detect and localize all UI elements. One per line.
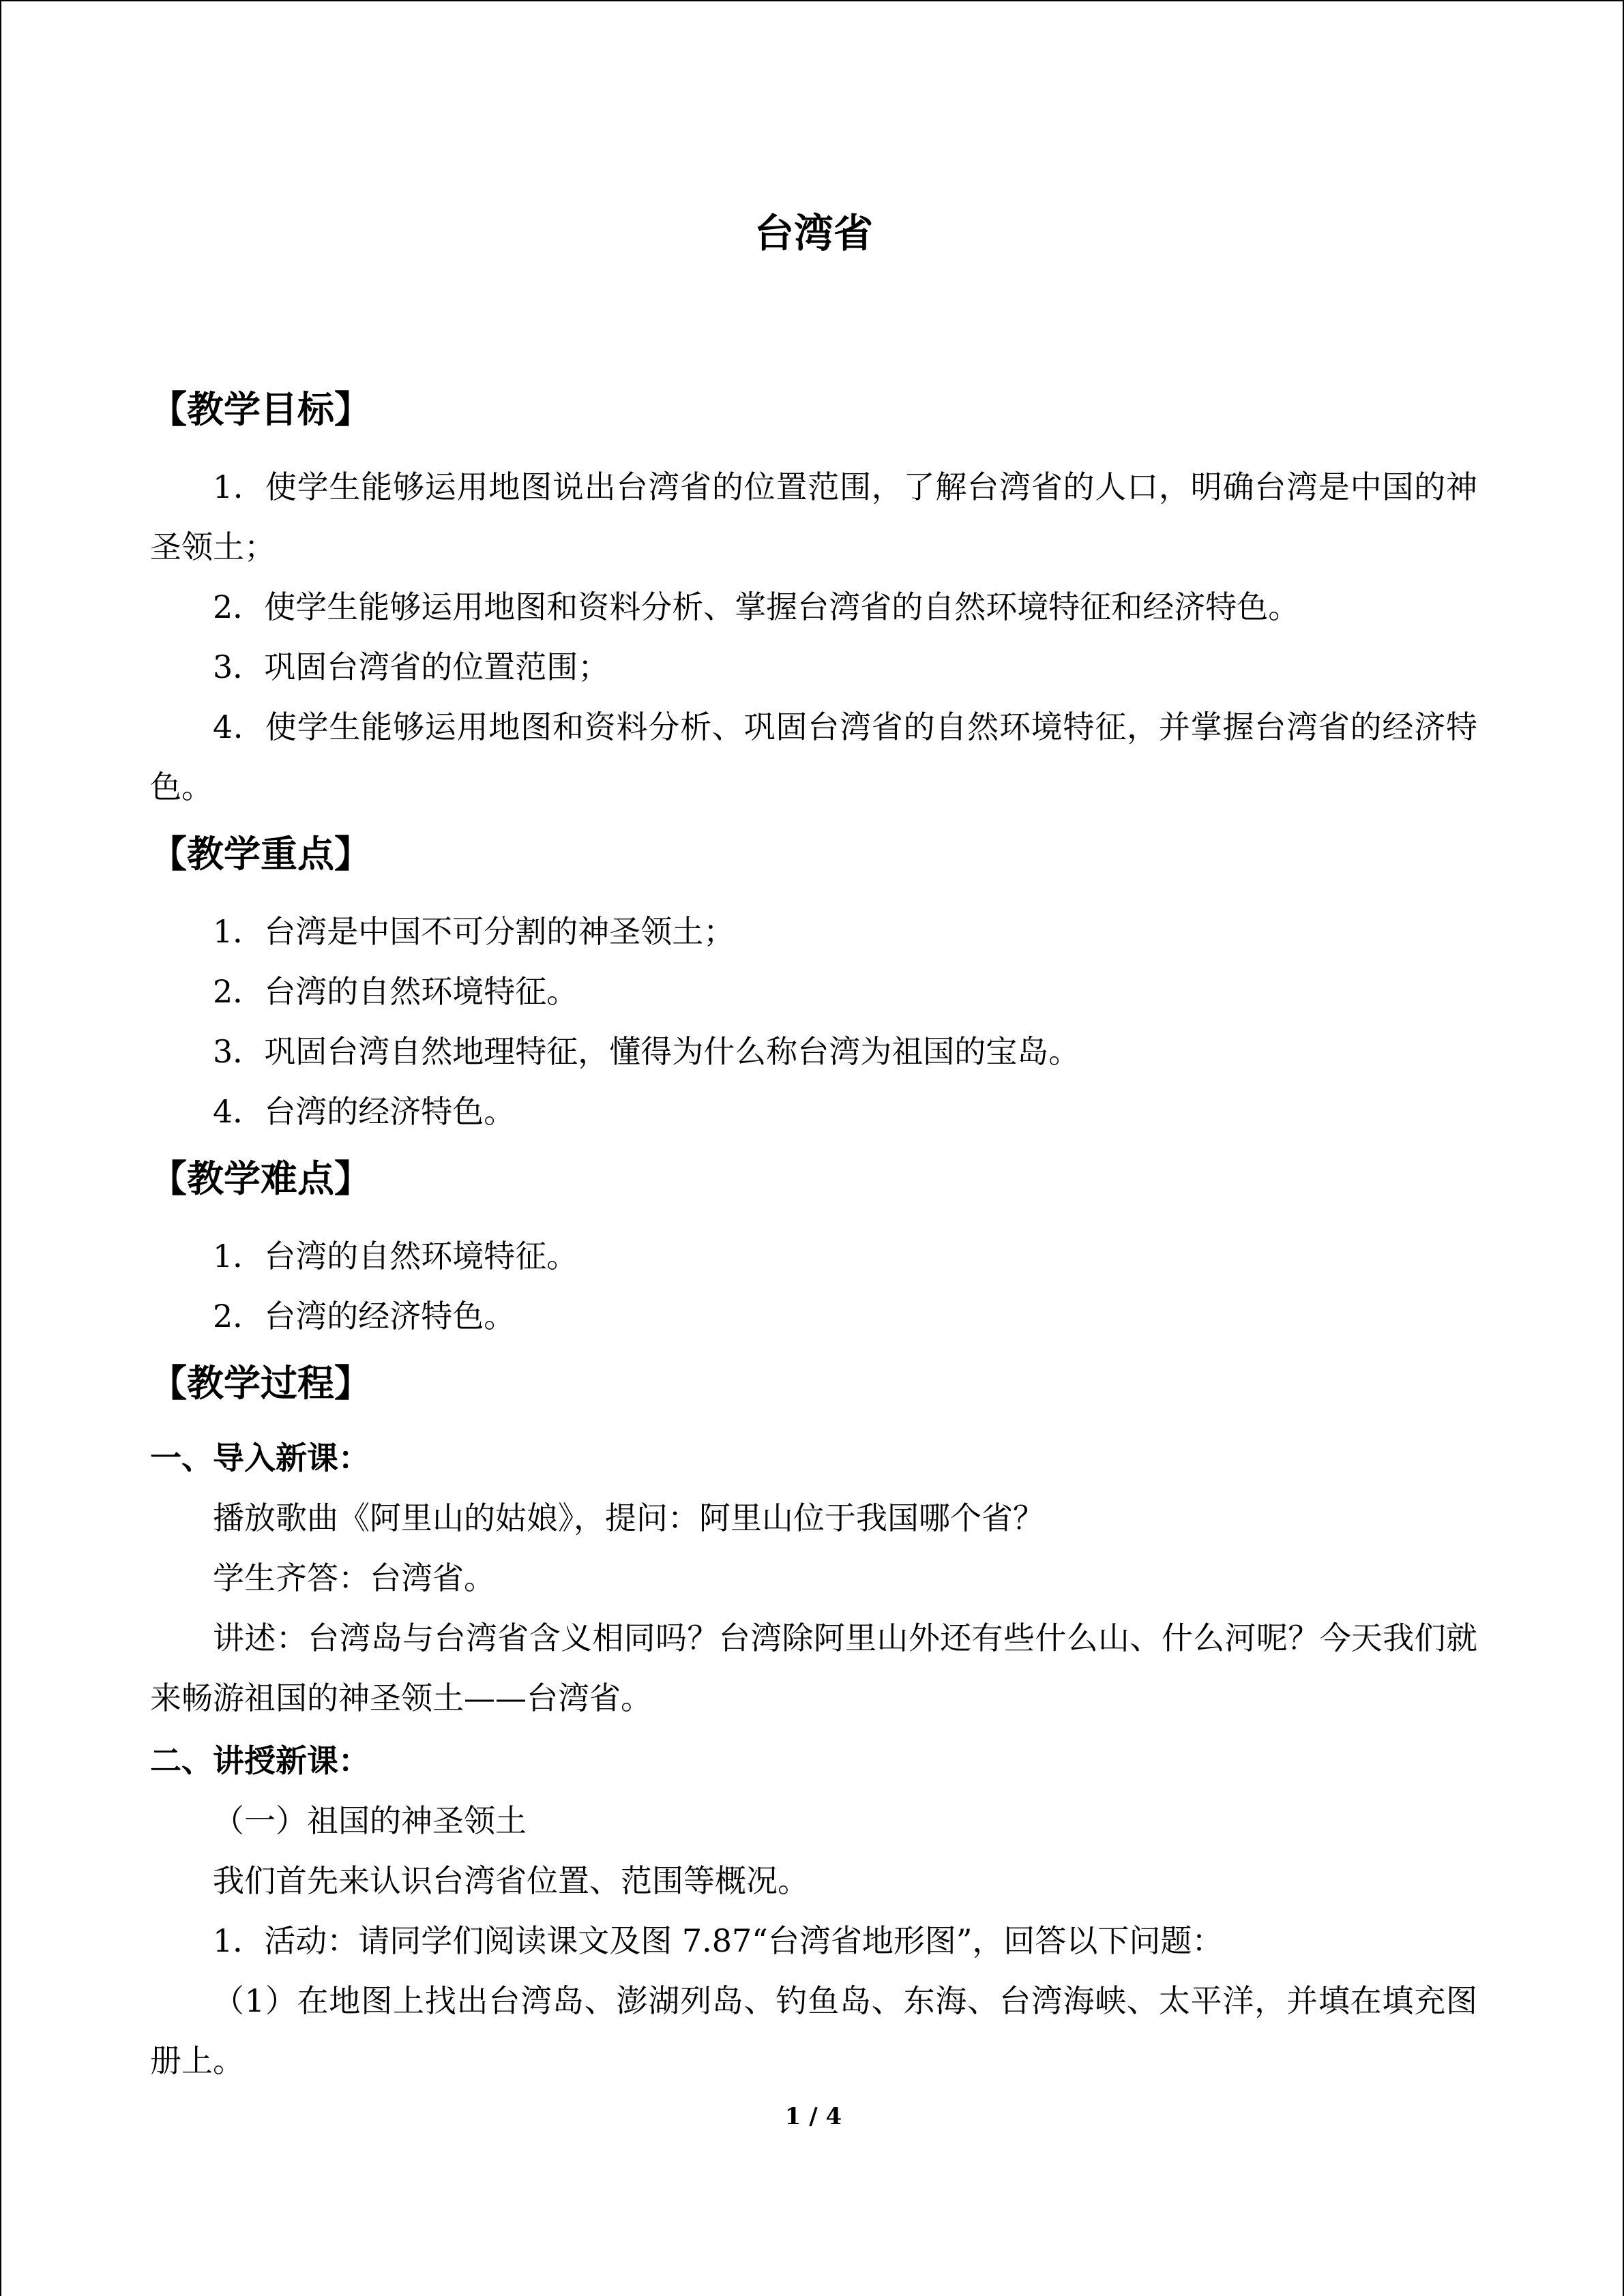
- paragraph: 1．台湾的自然环境特征。: [213, 1238, 578, 1274]
- paragraph: 讲述：台湾岛与台湾省含义相同吗？台湾除阿里山外还有些什么山、什么河呢？今天我们就来畅游祖国的神圣领土——台湾省。: [150, 1620, 1477, 1716]
- section-heading: 【教学重点】: [150, 832, 371, 876]
- section-key-points: [150, 826, 1477, 1142]
- paragraph: 2．台湾的经济特色。: [213, 1298, 516, 1335]
- paragraph: 2．使学生能够运用地图和资料分析、掌握台湾省的自然环境特征和经济特色。: [213, 588, 1300, 625]
- document-content: [150, 206, 1477, 2100]
- paragraph: 4．使学生能够运用地图和资料分析、巩固台湾省的自然环境特征，并掌握台湾省的经济特色。: [150, 709, 1477, 805]
- section-heading: 【教学目标】: [150, 387, 371, 431]
- paragraph: 2．台湾的自然环境特征。: [213, 973, 578, 1010]
- paragraph: 学生齐答：台湾省。: [213, 1560, 495, 1596]
- subsection-heading: 二、讲授新课：: [150, 1742, 370, 1779]
- paragraph: 1．台湾是中国不可分割的神圣领土；: [213, 913, 735, 950]
- page-number: 1 / 4: [784, 2103, 842, 2130]
- paragraph: 1．使学生能够运用地图说出台湾省的位置范围，了解台湾省的人口，明确台湾是中国的神圣领土；: [150, 468, 1477, 565]
- paragraph: 播放歌曲《阿里山的姑娘》，提问：阿里山位于我国哪个省？: [213, 1500, 1044, 1536]
- paragraph: 1．活动：请同学们阅读课文及图 7.87“台湾省地形图”，回答以下问题：: [213, 1922, 1224, 1959]
- paragraph: （一）祖国的神圣领土: [213, 1802, 527, 1839]
- section-heading: 【教学过程】: [150, 1361, 371, 1405]
- section-objectives: [150, 382, 1477, 817]
- document-title: 台湾省: [754, 210, 873, 256]
- paragraph: 我们首先来认识台湾省位置、范围等概况。: [213, 1862, 809, 1899]
- subsection-heading: 一、导入新课：: [150, 1440, 370, 1476]
- section-difficulties: [150, 1151, 1477, 1346]
- paragraph: （1）在地图上找出台湾岛、澎湖列岛、钓鱼岛、东海、台湾海峡、太平洋，并填在填充图册上。: [150, 1982, 1477, 2079]
- paragraph: 3．巩固台湾省的位置范围；: [213, 648, 610, 685]
- section-heading: 【教学难点】: [150, 1157, 371, 1200]
- paragraph: 4．台湾的经济特色。: [213, 1093, 516, 1130]
- section-process: [150, 1356, 1477, 2091]
- paragraph: 3．巩固台湾自然地理特征，懂得为什么称台湾为祖国的宝岛。: [213, 1033, 1080, 1070]
